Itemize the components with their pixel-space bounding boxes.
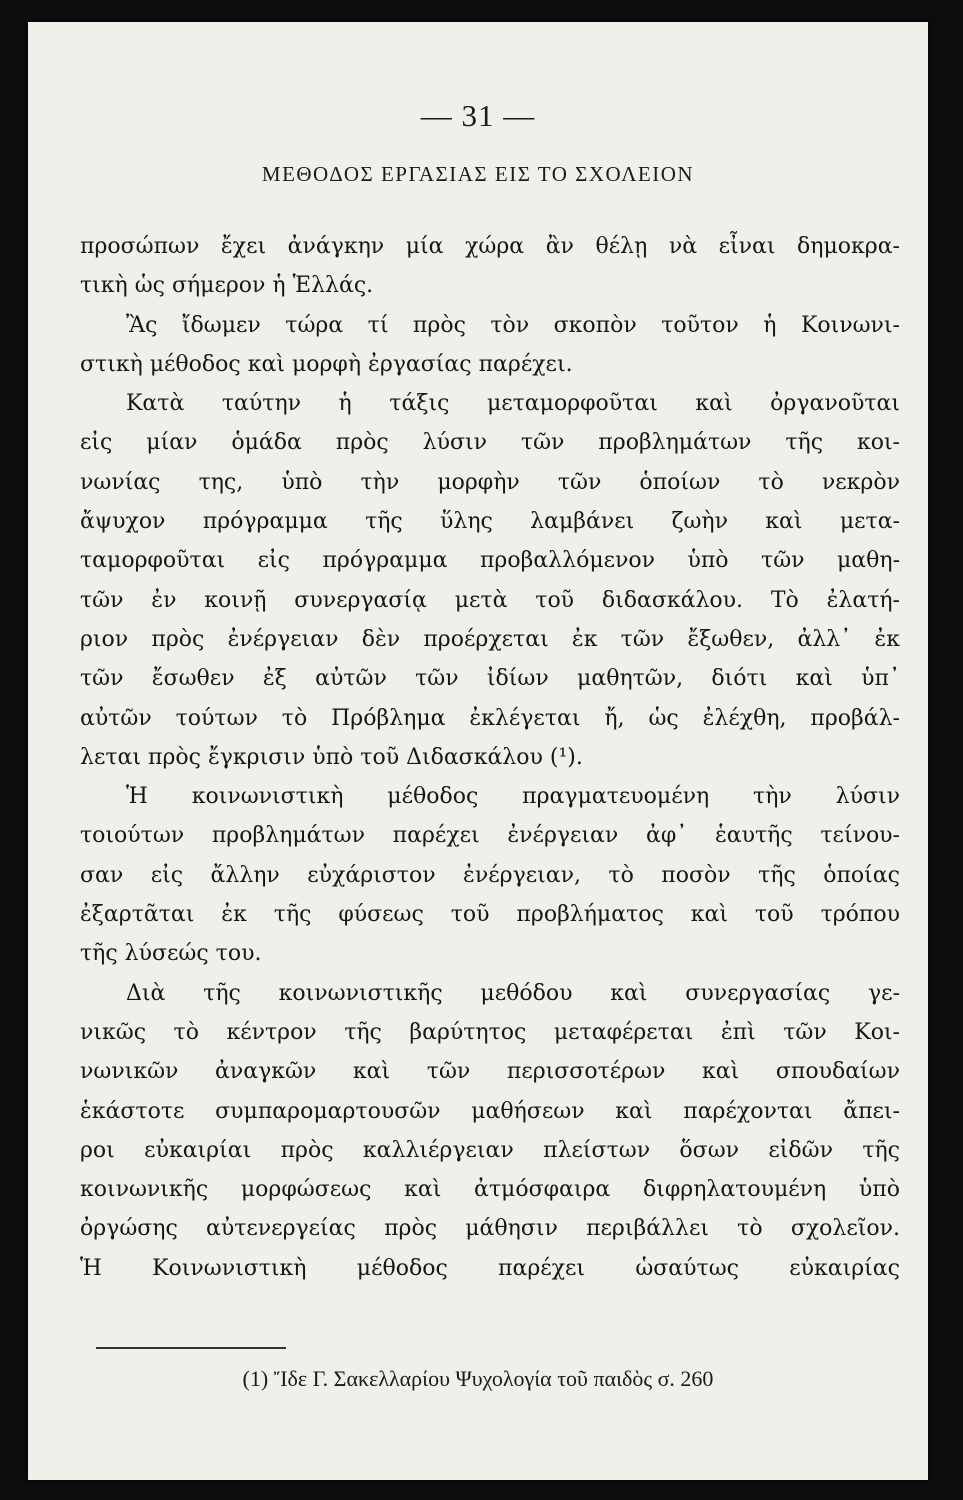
- text-line: ἐξαρτᾶται ἐκ τῆς φύσεως τοῦ προβλήματος καὶ τοῦ τρόπου: [80, 902, 900, 928]
- text-line: ταμορφοῦται εἰς πρόγραμμα προβαλλόμενον ὑπὸ τῶν μαθη-: [80, 548, 900, 574]
- text-line: σαν εἰς ἄλλην εὐχάριστον ἐνέργειαν, τὸ ποσὸν τῆς ὁποίας: [80, 862, 900, 888]
- text-line: νωνίας της, ὑπὸ τὴν μορφὴν τῶν ὁποίων τὸ νεκρὸν: [80, 469, 900, 495]
- text-line: ριον πρὸς ἐνέργειαν δὲν προέρχεται ἐκ τῶν ἔξωθεν, ἀλλ᾽ ἐκ: [80, 626, 900, 652]
- text-line: Διὰ τῆς κοινωνιστικῆς μεθόδου καὶ συνεργασίας γε-: [126, 980, 900, 1006]
- text-line: τῶν ἐν κοινῇ συνεργασίᾳ μετὰ τοῦ διδασκάλου. Τὸ ἐλατή-: [80, 587, 900, 613]
- text-line: λεται πρὸς ἔγκρισιν ὑπὸ τοῦ Διδασκάλου (¹).: [80, 744, 583, 770]
- text-line: ἄψυχον πρόγραμμα τῆς ὕλης λαμβάνει ζωὴν καὶ μετα-: [80, 509, 900, 535]
- text-line: Ἡ Κοινωνιστικὴ μέθοδος παρέχει ὡσαύτως εὐκαιρίας: [80, 1255, 900, 1281]
- text-line: τοιούτων προβλημάτων παρέχει ἐνέργειαν ἀφ᾽ ἑαυτῆς τείνου-: [80, 823, 900, 849]
- text-line: νωνικῶν ἀναγκῶν καὶ τῶν περισσοτέρων καὶ σπουδαίων: [80, 1059, 900, 1085]
- text-line: αὐτῶν τούτων τὸ Πρόβλημα ἐκλέγεται ἤ, ὡς ἐλέχθη, προβάλ-: [80, 705, 900, 731]
- running-head: ΜΕΘΟΔΟΣ ΕΡΓΑΣΙΑΣ ΕΙΣ ΤΟ ΣΧΟΛΕΙΟΝ: [261, 162, 695, 186]
- text-line: τῆς λύσεώς του.: [80, 941, 262, 967]
- book-page: [28, 22, 928, 1480]
- text-line: Ἡ κοινωνιστικὴ μέθοδος πραγματευομένη τὴν λύσιν: [126, 784, 900, 810]
- footnote: (1) Ἴδε Γ. Σακελλαρίου Ψυχολογία τοῦ παιδὸς σ. 260: [242, 1366, 714, 1391]
- text-line: προσώπων ἔχει ἀνάγκην μία χώρα ἂν θέλῃ νὰ εἶναι δημοκρα-: [80, 234, 900, 259]
- text-line: Κατὰ ταύτην ἡ τάξις μεταμορφοῦται καὶ ὀργανοῦται: [126, 391, 900, 417]
- text-line: ὀργώσης αὐτενεργείας πρὸς μάθησιν περιβάλλει τὸ σχολεῖον.: [80, 1216, 900, 1242]
- text-line: στικὴ μέθοδος καὶ μορφὴ ἐργασίας παρέχει.: [80, 351, 573, 377]
- text-line: ροι εὐκαιρίαι πρὸς καλλιέργειαν πλείστων ὅσων εἰδῶν τῆς: [80, 1137, 900, 1163]
- text-line: τῶν ἔσωθεν ἐξ αὐτῶν τῶν ἰδίων μαθητῶν, διότι καὶ ὑπ᾽: [80, 666, 900, 692]
- text-line: εἰς μίαν ὁμάδα πρὸς λύσιν τῶν προβλημάτων τῆς κοι-: [80, 430, 900, 456]
- text-line: Ἂς ἴδωμεν τώρα τί πρὸς τὸν σκοπὸν τοῦτον ἡ Κοινωνι-: [126, 312, 900, 338]
- text-line: κοινωνικῆς μορφώσεως καὶ ἀτμόσφαιρα διφρηλατουμένη ὑπὸ: [80, 1177, 900, 1203]
- footnote-rule: [96, 1347, 286, 1349]
- text-line: ἑκάστοτε συμπαρομαρτουσῶν μαθήσεων καὶ παρέχονται ἄπει-: [80, 1098, 900, 1124]
- text-line: νικῶς τὸ κέντρον τῆς βαρύτητος μεταφέρεται ἐπὶ τῶν Κοι-: [80, 1019, 900, 1045]
- body-text: [80, 227, 900, 1288]
- text-line: τικὴ ὡς σήμερον ἡ Ἑλλάς.: [80, 273, 374, 299]
- page-number: — 31 —: [420, 98, 536, 133]
